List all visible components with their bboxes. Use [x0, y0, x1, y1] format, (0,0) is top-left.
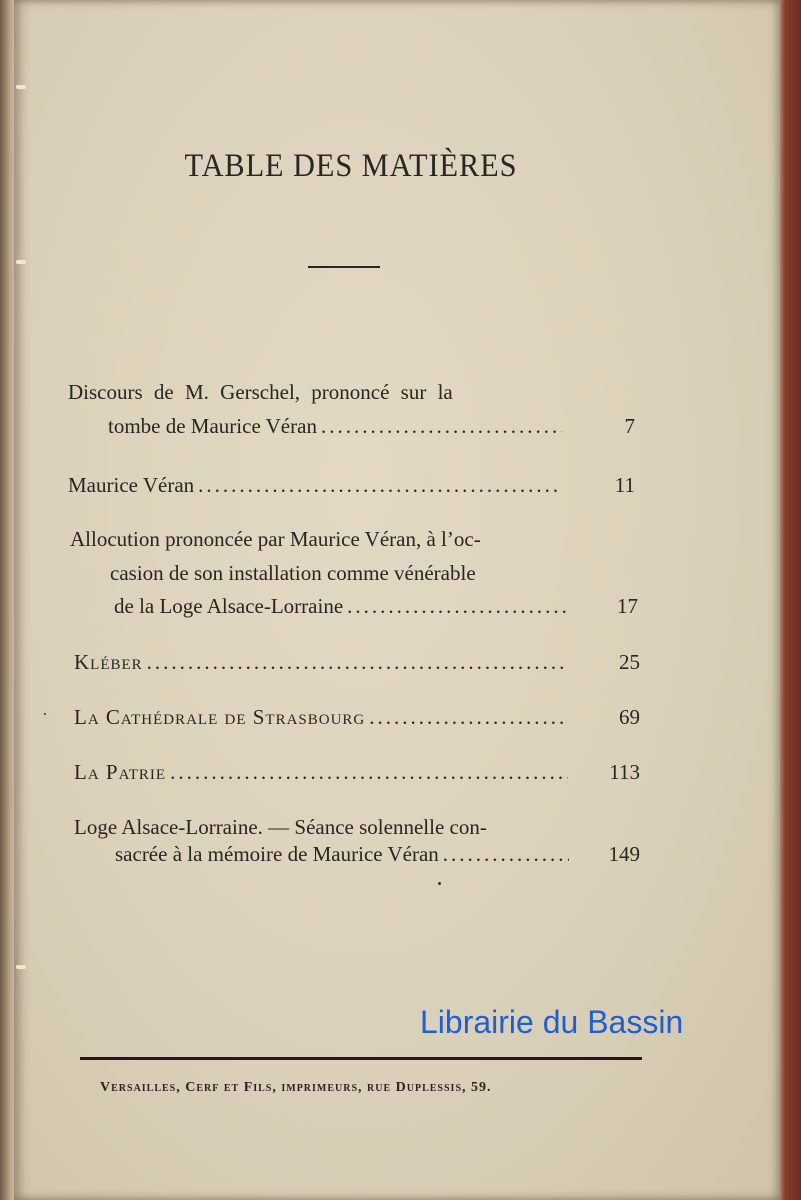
ink-speck — [44, 713, 46, 715]
toc-page-number: 17 — [617, 594, 638, 618]
thread-mark — [16, 85, 26, 89]
toc-entry-text: La Cathédrale de Strasbourg — [74, 705, 366, 729]
page-title: TABLE DES MATIÈRES — [184, 148, 518, 184]
printer-imprint: Versailles, Cerf et Fils, imprimeurs, rue Duplessis, 59. — [100, 1080, 492, 1095]
watermark-text: Librairie du Bassin — [420, 1004, 684, 1040]
toc-entry-text: Allocution prononcée par Maurice Véran, à l’oc- — [70, 527, 481, 551]
thread-mark — [16, 965, 26, 969]
toc-entry-text: Loge Alsace-Lorraine. — Séance solennelle con- — [74, 815, 487, 839]
toc-page-number: 113 — [609, 760, 640, 784]
toc-page-number: 25 — [619, 650, 640, 674]
leader-dots — [369, 701, 568, 733]
footer-rule — [80, 1057, 642, 1060]
leader-dots — [443, 838, 569, 870]
toc-entry-text: de la Loge Alsace-Lorraine — [114, 594, 344, 618]
toc-page-number: 69 — [619, 705, 640, 729]
toc-entry-text: tombe de Maurice Véran — [108, 414, 317, 438]
leader-dots — [198, 469, 562, 501]
toc-entry-text: Kléber — [74, 650, 143, 674]
leader-dots — [170, 756, 568, 788]
leader-dots — [321, 410, 562, 442]
toc-page-number: 149 — [608, 842, 640, 866]
toc-entry-text: Maurice Véran — [68, 473, 195, 497]
ink-speck — [438, 882, 441, 885]
thread-mark — [16, 260, 26, 264]
toc-entry-text: casion de son installation comme vénérable — [110, 561, 476, 585]
title-divider — [308, 266, 380, 268]
toc-entry-text: Discours de M. Gerschel, prononcé sur la — [68, 380, 453, 404]
leader-dots — [147, 646, 568, 678]
toc-entry-text: sacrée à la mémoire de Maurice Véran — [115, 842, 439, 866]
toc-page-number: 7 — [624, 414, 635, 438]
toc-entry-text: La Patrie — [74, 760, 167, 784]
leader-dots — [347, 590, 566, 622]
toc-page-number: 11 — [614, 473, 635, 497]
